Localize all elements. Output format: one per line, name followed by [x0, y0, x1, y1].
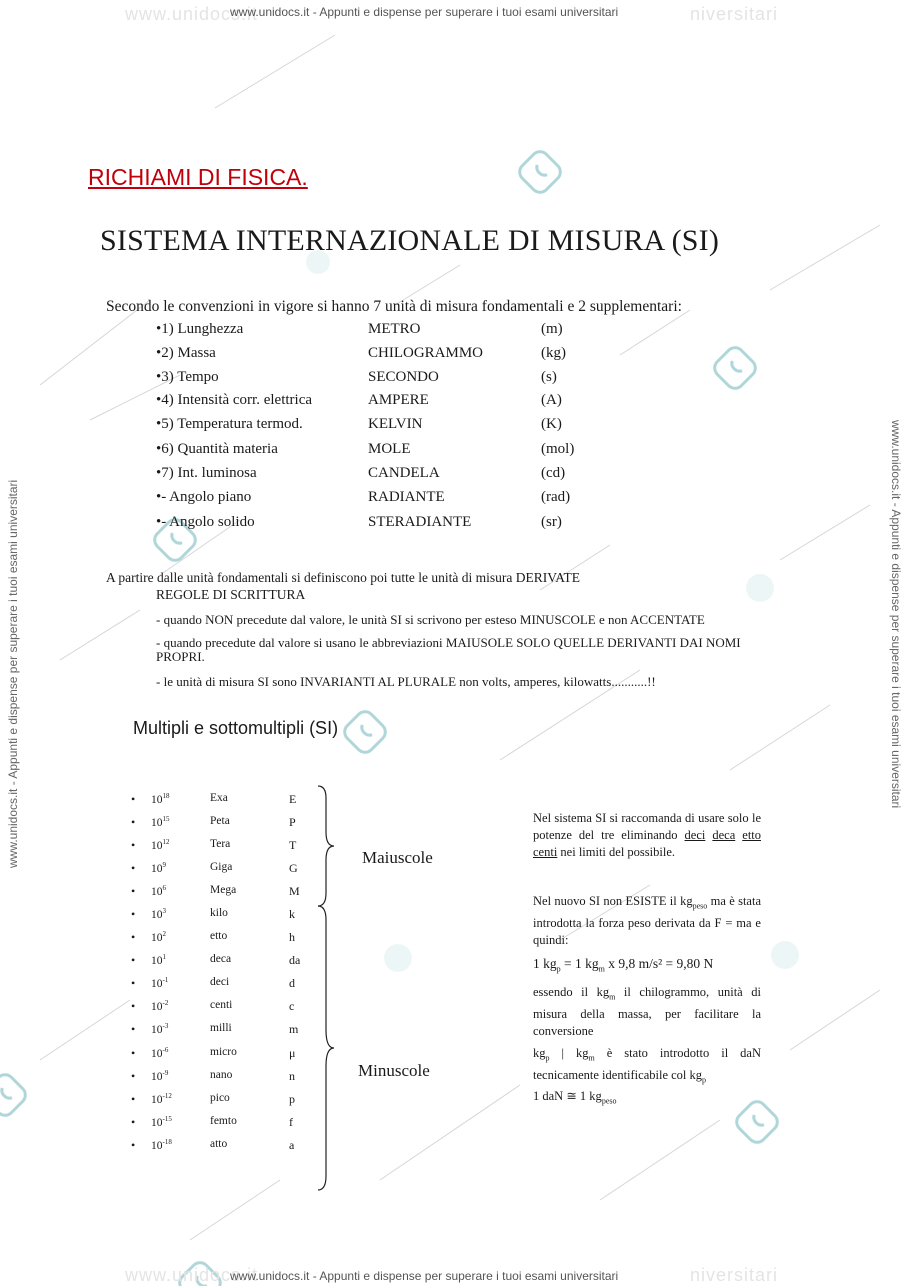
unit-name: SECONDO — [368, 369, 439, 385]
prefix-symbol: n — [289, 1069, 295, 1083]
prefix-power: $10^9$ — [151, 861, 166, 875]
unit-symbol: (cd) — [541, 465, 566, 481]
prefix-name: nano — [210, 1069, 233, 1081]
brace-upper — [318, 786, 334, 906]
minuscole-label: Minuscole — [358, 1061, 430, 1080]
rule-line: - quando precedute dal valore si usano le abbreviazioni MAIUSOLE SOLO QUELLE DERIVANTI DAI NOMI — [156, 635, 741, 650]
prefix-power: $10^{-6}$ — [151, 1046, 169, 1060]
prefix-bullet: • — [131, 1069, 136, 1083]
prefix-power: $10^{-3}$ — [151, 1022, 169, 1036]
prefix-name: atto — [210, 1138, 228, 1150]
prefix-name: femto — [210, 1115, 237, 1127]
right-side-watermark: www.unidocs.it - Appunti e dispense per superare i tuoi esami universitari — [889, 420, 903, 809]
prefix-bullet: • — [131, 953, 136, 967]
unit-item: •6) Quantità materia — [156, 441, 278, 457]
prefix-bullet: • — [131, 1138, 136, 1152]
maiuscole-label: Maiuscole — [362, 848, 433, 867]
rule-line: PROPRI. — [156, 649, 205, 664]
prefix-name: micro — [210, 1046, 237, 1058]
prefix-symbol: m — [289, 1022, 299, 1036]
prefix-name: deca — [210, 953, 232, 965]
prefix-symbol: μ — [289, 1046, 296, 1060]
logo-mark-2 — [711, 344, 759, 392]
prefix-symbol: a — [289, 1138, 295, 1152]
prefix-name: milli — [210, 1022, 232, 1034]
prefix-power: $10^{-18}$ — [151, 1138, 172, 1152]
prefix-name: deci — [210, 976, 230, 988]
main-title: SISTEMA INTERNAZIONALE DI MISURA (SI) — [100, 224, 720, 257]
prefix-power: $10^2$ — [151, 930, 166, 944]
prefix-symbol: P — [289, 815, 296, 829]
note-dan: $kg_p$ | $kg_m$ è stato introdotto il daN tecnicamente identificabile col $kg_p$ 1 daN ≅ 1 $kg_{peso}$ — [533, 1046, 761, 1106]
prefix-name: Tera — [210, 838, 231, 850]
prefix-symbol: k — [289, 907, 295, 921]
prefix-power: $10^{-12}$ — [151, 1092, 172, 1106]
faint-watermark-left-bottom: www.unidocs.it — [125, 1265, 259, 1285]
prefix-bullet: • — [131, 999, 136, 1013]
prefix-power: $10^6$ — [151, 884, 166, 898]
brace-lower — [318, 906, 334, 1190]
unit-item: •- Angolo piano — [156, 489, 252, 505]
prefix-bullet: • — [131, 1022, 136, 1036]
prefix-name: Giga — [210, 861, 233, 873]
unit-item: •3) Tempo — [156, 369, 219, 385]
prefix-bullet: • — [131, 1046, 136, 1060]
prefix-bullet: • — [131, 976, 136, 990]
logo-mark-1 — [516, 148, 564, 196]
prefix-bullet: • — [131, 1115, 136, 1129]
unit-item: •1) Lunghezza — [156, 321, 244, 337]
unit-item: •7) Int. luminosa — [156, 465, 257, 481]
rules-heading: REGOLE DI SCRITTURA — [156, 587, 306, 602]
prefix-name: etto — [210, 930, 228, 942]
prefix-power: $10^{-9}$ — [151, 1069, 169, 1083]
unit-symbol: (s) — [541, 369, 557, 385]
prefix-name: pico — [210, 1092, 230, 1104]
prefix-symbol: M — [289, 884, 300, 898]
unit-item: •5) Temperatura termod. — [156, 416, 303, 432]
unit-symbol: (K) — [541, 416, 562, 432]
prefix-name: kilo — [210, 907, 228, 919]
unit-symbol: (kg) — [541, 345, 566, 361]
faint-watermark-right-bottom: niversitari — [690, 1265, 779, 1285]
faint-watermark-right: niversitari — [690, 4, 779, 24]
prefix-bullet: • — [131, 930, 136, 944]
prefix-bullet: • — [131, 838, 136, 852]
left-side-watermark: www.unidocs.it - Appunti e dispense per superare i tuoi esami universitari — [6, 479, 20, 868]
unit-symbol: (mol) — [541, 441, 575, 457]
faint-watermark-left: www.unidocs.it — [125, 4, 259, 24]
unit-symbol: (A) — [541, 392, 562, 408]
prefix-name: Peta — [210, 815, 230, 827]
section-title: RICHIAMI DI FISICA. — [88, 164, 308, 190]
unit-item: •- Angolo solido — [156, 514, 255, 530]
note-kg-massa: essendo il $kg_m$ il chilogrammo, unità di misura della massa, per facilitare la conversione — [533, 985, 761, 1038]
unit-symbol: (m) — [541, 321, 563, 337]
rule-line: - le unità di misura SI sono INVARIANTI AL PLURALE non volts, amperes, kilowatts...........!! — [156, 674, 656, 689]
unit-name: STERADIANTE — [368, 514, 472, 530]
prefix-symbol: f — [289, 1115, 293, 1129]
prefix-symbol: c — [289, 999, 295, 1013]
prefix-name: Exa — [210, 792, 228, 804]
prefix-bullet: • — [131, 907, 136, 921]
prefix-power: $10^3$ — [151, 907, 166, 921]
note-powers-of-three: Nel sistema SI si raccomanda di usare solo le potenze del tre eliminando deci deca etto centi nei limiti del possibile. — [533, 811, 762, 859]
prefix-symbol: h — [289, 930, 295, 944]
intro-text: Secondo le convenzioni in vigore si hanno 7 unità di misura fondamentali e 2 supplementari: — [106, 298, 682, 315]
top-watermark-link[interactable]: www.unidocs.it - Appunti e dispense per superare i tuoi esami universitari — [230, 5, 619, 19]
unit-name: AMPERE — [368, 392, 429, 408]
prefix-power: $10^{-1}$ — [151, 976, 169, 990]
unit-name: KELVIN — [368, 416, 423, 432]
unit-name: MOLE — [368, 441, 411, 457]
prefix-symbol: E — [289, 792, 297, 806]
prefix-bullet: • — [131, 861, 136, 875]
unit-item: •4) Intensità corr. elettrica — [156, 392, 313, 408]
prefix-power: $10^{15}$ — [151, 815, 170, 829]
unit-symbol: (rad) — [541, 489, 571, 505]
unit-item: •2) Massa — [156, 345, 216, 361]
prefix-symbol: d — [289, 976, 295, 990]
prefix-bullet: • — [131, 1092, 136, 1106]
logo-mark-6 — [0, 1071, 29, 1119]
derived-units-text: A partire dalle unità fondamentali si definiscono poi tutte le unità di misura DERIVATE — [106, 570, 581, 585]
rule-line: - quando NON precedute dal valore, le unità SI si scrivono per esteso MINUSCOLE e non ACCENTATE — [156, 612, 705, 627]
prefix-name: Mega — [210, 884, 237, 896]
unit-name: METRO — [368, 321, 421, 337]
prefix-name: centi — [210, 999, 233, 1011]
prefix-bullet: • — [131, 815, 136, 829]
prefix-power: $10^1$ — [151, 953, 166, 967]
multipli-title: Multipli e sottomultipli (SI) — [133, 718, 339, 738]
unit-symbol: (sr) — [541, 514, 562, 530]
prefix-power: $10^{-2}$ — [151, 999, 169, 1013]
prefix-power: $10^{12}$ — [151, 838, 170, 852]
prefix-power: $10^{-15}$ — [151, 1115, 172, 1129]
brace-group — [318, 786, 334, 1190]
prefix-symbol: G — [289, 861, 298, 875]
bottom-watermark-link[interactable]: www.unidocs.it - Appunti e dispense per superare i tuoi esami universitari — [230, 1269, 619, 1283]
note-kg-peso: Nel nuovo SI non ESISTE il $kg_{peso}$ ma è stata introdotta la forza peso derivata da F = ma e quindi: — [533, 894, 761, 947]
prefix-symbol: T — [289, 838, 297, 852]
unit-name: RADIANTE — [368, 489, 445, 505]
prefix-bullet: • — [131, 884, 136, 898]
prefix-bullet: • — [131, 792, 136, 806]
prefix-power: $10^{18}$ — [151, 792, 170, 806]
unit-name: CANDELA — [368, 465, 440, 481]
prefix-symbol: p — [289, 1092, 295, 1106]
prefix-symbol: da — [289, 953, 301, 967]
unit-name: CHILOGRAMMO — [368, 345, 484, 361]
note-conversion-formula: 1 $kg_p = 1$ $kg_m$ x 9,8 m/s² = 9,80 N — [533, 956, 714, 974]
logo-mark-4 — [341, 708, 389, 756]
